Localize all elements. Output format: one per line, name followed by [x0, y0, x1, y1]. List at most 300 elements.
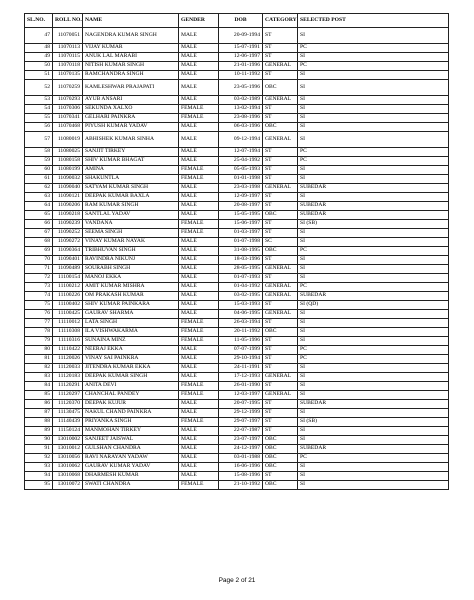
table-row: [25, 193, 449, 202]
cell-category: ST: [263, 28, 298, 44]
cell-category: ST: [263, 364, 298, 373]
cell-selected-post: PC: [298, 454, 449, 463]
cell-dob: 26-03-1994: [219, 319, 263, 328]
cell-roll-no: 11080158: [53, 157, 83, 166]
cell-category: ST: [263, 157, 298, 166]
cell-sl-no: 77: [25, 319, 53, 328]
header-roll-no: ROLL NO.: [53, 14, 83, 28]
cell-gender: MALE: [179, 44, 219, 53]
cell-sl-no: 54: [25, 105, 53, 114]
cell-gender: MALE: [179, 80, 219, 96]
cell-roll-no: 11140439: [53, 418, 83, 427]
cell-sl-no: 62: [25, 184, 53, 193]
cell-gender: MALE: [179, 364, 219, 373]
cell-roll-no: 11090218: [53, 211, 83, 220]
selection-list-table: [24, 13, 449, 490]
cell-name: SEEMA SINGH: [83, 229, 179, 238]
cell-category: ST: [263, 256, 298, 265]
table-row: [25, 427, 449, 436]
cell-gender: MALE: [179, 184, 219, 193]
cell-roll-no: 11100425: [53, 310, 83, 319]
cell-dob: 13-02-1994: [219, 105, 263, 114]
cell-sl-no: 87: [25, 409, 53, 418]
cell-selected-post: SI: [298, 364, 449, 373]
cell-gender: FEMALE: [179, 481, 219, 490]
cell-sl-no: 57: [25, 132, 53, 148]
cell-sl-no: 61: [25, 175, 53, 184]
table-row: [25, 44, 449, 53]
cell-selected-post: SUBEDAR: [298, 202, 449, 211]
table-row: [25, 409, 449, 418]
cell-category: OBC: [263, 211, 298, 220]
cell-gender: MALE: [179, 132, 219, 148]
cell-gender: FEMALE: [179, 105, 219, 114]
cell-sl-no: 89: [25, 427, 53, 436]
cell-sl-no: 64: [25, 202, 53, 211]
cell-name: SHAKUNTLA: [83, 175, 179, 184]
cell-selected-post: SUBEDAR: [298, 211, 449, 220]
cell-gender: MALE: [179, 283, 219, 292]
cell-sl-no: 84: [25, 382, 53, 391]
cell-category: ST: [263, 105, 298, 114]
table-row: [25, 481, 449, 490]
cell-roll-no: 11070135: [53, 71, 83, 80]
cell-name: GULSHAN CHANDRA: [83, 445, 179, 454]
cell-sl-no: 49: [25, 53, 53, 62]
cell-dob: 20-08-1997: [219, 202, 263, 211]
table-row: [25, 229, 449, 238]
cell-selected-post: SUBEDAR: [298, 400, 449, 409]
header-dob: DOB: [219, 14, 263, 28]
cell-dob: 18-03-1996: [219, 256, 263, 265]
cell-gender: FEMALE: [179, 319, 219, 328]
cell-selected-post: PC: [298, 157, 449, 166]
cell-dob: 20-11-1992: [219, 328, 263, 337]
table-row: [25, 157, 449, 166]
cell-roll-no: 11070118: [53, 62, 83, 71]
cell-selected-post: SI: [298, 114, 449, 123]
cell-category: OBC: [263, 445, 298, 454]
cell-selected-post: SI: [298, 71, 449, 80]
cell-gender: MALE: [179, 310, 219, 319]
cell-dob: 07-07-1999: [219, 346, 263, 355]
cell-roll-no: 11070468: [53, 123, 83, 132]
table-row: [25, 123, 449, 132]
cell-category: ST: [263, 220, 298, 229]
cell-gender: FEMALE: [179, 166, 219, 175]
cell-selected-post: SI: [298, 132, 449, 148]
table-row: [25, 166, 449, 175]
cell-roll-no: 11080019: [53, 132, 83, 148]
cell-roll-no: 11070113: [53, 44, 83, 53]
cell-dob: 15-06-1997: [219, 220, 263, 229]
cell-sl-no: 83: [25, 373, 53, 382]
cell-gender: FEMALE: [179, 418, 219, 427]
cell-selected-post: SI: [298, 274, 449, 283]
cell-category: ST: [263, 355, 298, 364]
cell-category: ST: [263, 337, 298, 346]
cell-category: ST: [263, 166, 298, 175]
cell-gender: MALE: [179, 211, 219, 220]
table-row: [25, 80, 449, 96]
cell-dob: 21-01-1996: [219, 62, 263, 71]
cell-gender: FEMALE: [179, 382, 219, 391]
cell-dob: 24-12-1997: [219, 445, 263, 454]
cell-category: OBC: [263, 123, 298, 132]
cell-selected-post: SI: [298, 238, 449, 247]
cell-selected-post: SI: [298, 256, 449, 265]
cell-category: GENERAL: [263, 283, 298, 292]
cell-roll-no: 11120297: [53, 391, 83, 400]
cell-sl-no: 73: [25, 283, 53, 292]
cell-roll-no: 13010062: [53, 463, 83, 472]
table-row: [25, 62, 449, 71]
cell-sl-no: 65: [25, 211, 53, 220]
cell-gender: MALE: [179, 193, 219, 202]
table-row: [25, 337, 449, 346]
cell-selected-post: SI: [298, 80, 449, 96]
cell-sl-no: 51: [25, 71, 53, 80]
cell-dob: 12-09-1997: [219, 193, 263, 202]
cell-gender: MALE: [179, 472, 219, 481]
cell-selected-post: PC: [298, 346, 449, 355]
cell-selected-post: SI: [298, 337, 449, 346]
cell-name: MANMOHAN TIRKEY: [83, 427, 179, 436]
table-row: [25, 364, 449, 373]
cell-name: SEKUNDA XALXO: [83, 105, 179, 114]
cell-sl-no: 53: [25, 96, 53, 105]
cell-selected-post: SI: [298, 96, 449, 105]
cell-sl-no: 81: [25, 355, 53, 364]
cell-roll-no: 11120370: [53, 400, 83, 409]
cell-selected-post: SI: [298, 373, 449, 382]
cell-name: LATA SINGH: [83, 319, 179, 328]
table-row: [25, 265, 449, 274]
cell-roll-no: 11090239: [53, 220, 83, 229]
cell-gender: MALE: [179, 436, 219, 445]
cell-sl-no: 72: [25, 274, 53, 283]
header-name: NAME: [83, 14, 179, 28]
cell-selected-post: SI: [298, 319, 449, 328]
cell-dob: 01-07-1998: [219, 238, 263, 247]
cell-sl-no: 75: [25, 301, 53, 310]
cell-category: SC: [263, 238, 298, 247]
cell-name: PIYUSH KUMAR YADAV: [83, 123, 179, 132]
cell-selected-post: PC: [298, 283, 449, 292]
cell-selected-post: SI: [298, 175, 449, 184]
cell-roll-no: 11110422: [53, 346, 83, 355]
cell-name: CHANCHAL PANDEY: [83, 391, 179, 400]
table-row: [25, 436, 449, 445]
cell-sl-no: 60: [25, 166, 53, 175]
cell-roll-no: 13010002: [53, 436, 83, 445]
cell-roll-no: 11090401: [53, 256, 83, 265]
cell-name: SUNAINA MINZ: [83, 337, 179, 346]
cell-selected-post: SUBEDAR: [298, 445, 449, 454]
table-row: [25, 463, 449, 472]
cell-selected-post: SI: [298, 472, 449, 481]
cell-name: OM PRAKASH KUMAR: [83, 292, 179, 301]
cell-dob: 01-01-1998: [219, 175, 263, 184]
cell-sl-no: 76: [25, 310, 53, 319]
cell-dob: 04-06-1995: [219, 310, 263, 319]
table-row: [25, 105, 449, 114]
cell-dob: 29-07-1997: [219, 418, 263, 427]
cell-selected-post: SI: [298, 463, 449, 472]
table-row: [25, 175, 449, 184]
table-row: [25, 373, 449, 382]
cell-roll-no: 11090489: [53, 265, 83, 274]
cell-gender: MALE: [179, 28, 219, 44]
table-row: [25, 96, 449, 105]
table-row: [25, 114, 449, 123]
cell-name: DEEPAK KUJUR: [83, 400, 179, 409]
cell-sl-no: 55: [25, 114, 53, 123]
cell-dob: 24-11-1991: [219, 364, 263, 373]
cell-name: RAVINDRA NIKUNJ: [83, 256, 179, 265]
cell-selected-post: SI: [298, 436, 449, 445]
cell-dob: 23-07-1997: [219, 436, 263, 445]
cell-name: SHIV KUMAR BHAGAT: [83, 157, 179, 166]
cell-name: SHIV KUMAR PAINKARA: [83, 301, 179, 310]
cell-category: GENERAL: [263, 310, 298, 319]
table-row: [25, 202, 449, 211]
cell-dob: 01-04-1992: [219, 283, 263, 292]
cell-sl-no: 48: [25, 44, 53, 53]
cell-gender: MALE: [179, 123, 219, 132]
cell-category: ST: [263, 114, 298, 123]
cell-selected-post: SI: [298, 481, 449, 490]
table-body: [25, 28, 449, 490]
cell-dob: 11-05-1996: [219, 337, 263, 346]
cell-selected-post: SI: [298, 53, 449, 62]
table-row: [25, 132, 449, 148]
cell-name: ANITA DEVI: [83, 382, 179, 391]
cell-dob: 05-05-1993: [219, 166, 263, 175]
cell-category: ST: [263, 409, 298, 418]
cell-category: GENERAL: [263, 96, 298, 105]
cell-selected-post: SI: [298, 328, 449, 337]
cell-roll-no: 11070341: [53, 114, 83, 123]
cell-gender: FEMALE: [179, 175, 219, 184]
cell-name: NITISH KUMAR SINGH: [83, 62, 179, 71]
cell-selected-post: SI: [298, 391, 449, 400]
cell-name: GELHARI PAINKRA: [83, 114, 179, 123]
cell-gender: MALE: [179, 202, 219, 211]
cell-roll-no: 11100212: [53, 283, 83, 292]
cell-roll-no: 13010012: [53, 445, 83, 454]
cell-roll-no: 11120183: [53, 373, 83, 382]
table-row: [25, 211, 449, 220]
cell-sl-no: 94: [25, 472, 53, 481]
cell-dob: 03-02-1989: [219, 96, 263, 105]
table-row: [25, 256, 449, 265]
cell-dob: 21-10-1992: [219, 481, 263, 490]
cell-dob: 06-03-1996: [219, 123, 263, 132]
cell-sl-no: 67: [25, 229, 53, 238]
cell-roll-no: 11070306: [53, 105, 83, 114]
cell-name: GAURAV SHARMA: [83, 310, 179, 319]
cell-gender: MALE: [179, 463, 219, 472]
cell-dob: 23-05-1996: [219, 80, 263, 96]
cell-roll-no: 11110012: [53, 319, 83, 328]
cell-roll-no: 11080025: [53, 148, 83, 157]
cell-name: SANJEET JAISWAL: [83, 436, 179, 445]
cell-name: SATYAM KUMAR SINGH: [83, 184, 179, 193]
cell-roll-no: 11120026: [53, 355, 83, 364]
cell-gender: MALE: [179, 301, 219, 310]
cell-gender: MALE: [179, 265, 219, 274]
cell-gender: FEMALE: [179, 337, 219, 346]
cell-sl-no: 82: [25, 364, 53, 373]
cell-name: DEEPAK KUMAR BAXLA: [83, 193, 179, 202]
cell-name: VANDANA: [83, 220, 179, 229]
cell-name: SANTLAL YADAV: [83, 211, 179, 220]
cell-dob: 28-05-1995: [219, 265, 263, 274]
cell-gender: MALE: [179, 238, 219, 247]
table-row: [25, 292, 449, 301]
cell-sl-no: 88: [25, 418, 53, 427]
cell-dob: 22-07-1987: [219, 427, 263, 436]
cell-gender: MALE: [179, 427, 219, 436]
table-row: [25, 346, 449, 355]
cell-roll-no: 11120291: [53, 382, 83, 391]
cell-gender: MALE: [179, 247, 219, 256]
cell-sl-no: 59: [25, 157, 53, 166]
cell-sl-no: 92: [25, 454, 53, 463]
cell-gender: MALE: [179, 409, 219, 418]
cell-name: VIJAY KUMAR: [83, 44, 179, 53]
cell-category: ST: [263, 229, 298, 238]
cell-selected-post: SI (QD): [298, 301, 449, 310]
cell-category: GENERAL: [263, 62, 298, 71]
cell-name: AMIT KUMAR MISHRA: [83, 283, 179, 292]
cell-sl-no: 63: [25, 193, 53, 202]
cell-category: ST: [263, 274, 298, 283]
cell-category: GENERAL: [263, 391, 298, 400]
cell-dob: 29-10-1994: [219, 355, 263, 364]
table-row: [25, 148, 449, 157]
table-row: [25, 310, 449, 319]
table-row: [25, 472, 449, 481]
cell-roll-no: 11090032: [53, 175, 83, 184]
cell-dob: 23-03-1998: [219, 184, 263, 193]
cell-roll-no: 11130475: [53, 409, 83, 418]
cell-name: GAURAV KUMAR YADAV: [83, 463, 179, 472]
cell-roll-no: 13010072: [53, 481, 83, 490]
header-sl-no: SL.NO.: [25, 14, 53, 28]
cell-dob: 15-05-1995: [219, 211, 263, 220]
cell-gender: MALE: [179, 454, 219, 463]
cell-sl-no: 50: [25, 62, 53, 71]
cell-roll-no: 11090040: [53, 184, 83, 193]
cell-gender: MALE: [179, 445, 219, 454]
cell-gender: FEMALE: [179, 229, 219, 238]
cell-name: TRIBHUVAN SINGH: [83, 247, 179, 256]
cell-sl-no: 93: [25, 463, 53, 472]
cell-selected-post: SI: [298, 28, 449, 44]
cell-sl-no: 95: [25, 481, 53, 490]
cell-category: GENERAL: [263, 292, 298, 301]
cell-gender: FEMALE: [179, 328, 219, 337]
cell-gender: MALE: [179, 373, 219, 382]
cell-roll-no: 11100154: [53, 274, 83, 283]
cell-category: OBC: [263, 436, 298, 445]
cell-selected-post: PC: [298, 247, 449, 256]
table-row: [25, 184, 449, 193]
table-row: [25, 400, 449, 409]
cell-category: ST: [263, 44, 298, 53]
cell-name: RAM KUMAR SINGH: [83, 202, 179, 211]
table-row: [25, 418, 449, 427]
cell-name: NAGENDRA KUMAR SINGH: [83, 28, 179, 44]
cell-category: ST: [263, 382, 298, 391]
cell-selected-post: SI: [298, 310, 449, 319]
cell-selected-post: PC: [298, 148, 449, 157]
cell-name: SANJIT TIRKEY: [83, 148, 179, 157]
cell-roll-no: 11120033: [53, 364, 83, 373]
cell-gender: MALE: [179, 400, 219, 409]
cell-category: ST: [263, 301, 298, 310]
cell-dob: 15-03-1993: [219, 301, 263, 310]
cell-sl-no: 56: [25, 123, 53, 132]
cell-gender: MALE: [179, 53, 219, 62]
cell-category: ST: [263, 418, 298, 427]
cell-category: ST: [263, 472, 298, 481]
cell-sl-no: 74: [25, 292, 53, 301]
cell-gender: MALE: [179, 346, 219, 355]
cell-selected-post: PC: [298, 62, 449, 71]
cell-selected-post: SI: [298, 123, 449, 132]
table-row: [25, 319, 449, 328]
cell-name: NEERAJ EKKA: [83, 346, 179, 355]
cell-sl-no: 78: [25, 328, 53, 337]
cell-name: RAMCHANDRA SINGH: [83, 71, 179, 80]
cell-sl-no: 71: [25, 265, 53, 274]
cell-category: ST: [263, 400, 298, 409]
cell-category: OBC: [263, 481, 298, 490]
cell-dob: 10-11-1992: [219, 71, 263, 80]
cell-name: DHARMESH KUMAR: [83, 472, 179, 481]
cell-roll-no: 13010056: [53, 454, 83, 463]
cell-category: ST: [263, 71, 298, 80]
cell-gender: MALE: [179, 71, 219, 80]
cell-dob: 15-07-1991: [219, 44, 263, 53]
cell-roll-no: 13010068: [53, 472, 83, 481]
page-number: Page 2 of 21: [218, 577, 256, 584]
cell-category: ST: [263, 53, 298, 62]
cell-name: PRIYANKA SINGH: [83, 418, 179, 427]
cell-dob: 12-03-1997: [219, 391, 263, 400]
cell-roll-no: 11110316: [53, 337, 83, 346]
cell-name: VINAY SAI PAINKRA: [83, 355, 179, 364]
table-row: [25, 274, 449, 283]
cell-name: ANUK LAL MARABI: [83, 53, 179, 62]
cell-sl-no: 69: [25, 247, 53, 256]
cell-category: GENERAL: [263, 132, 298, 148]
table-row: [25, 28, 449, 44]
cell-category: ST: [263, 202, 298, 211]
cell-sl-no: 80: [25, 346, 53, 355]
table-row: [25, 355, 449, 364]
cell-roll-no: 11080199: [53, 166, 83, 175]
cell-name: DEEPAK KUMAR SINGH: [83, 373, 179, 382]
cell-name: VINAY KUMAR NAYAK: [83, 238, 179, 247]
cell-roll-no: 11070115: [53, 53, 83, 62]
cell-roll-no: 11070293: [53, 96, 83, 105]
cell-roll-no: 11090206: [53, 202, 83, 211]
cell-name: AYUB ANSARI: [83, 96, 179, 105]
